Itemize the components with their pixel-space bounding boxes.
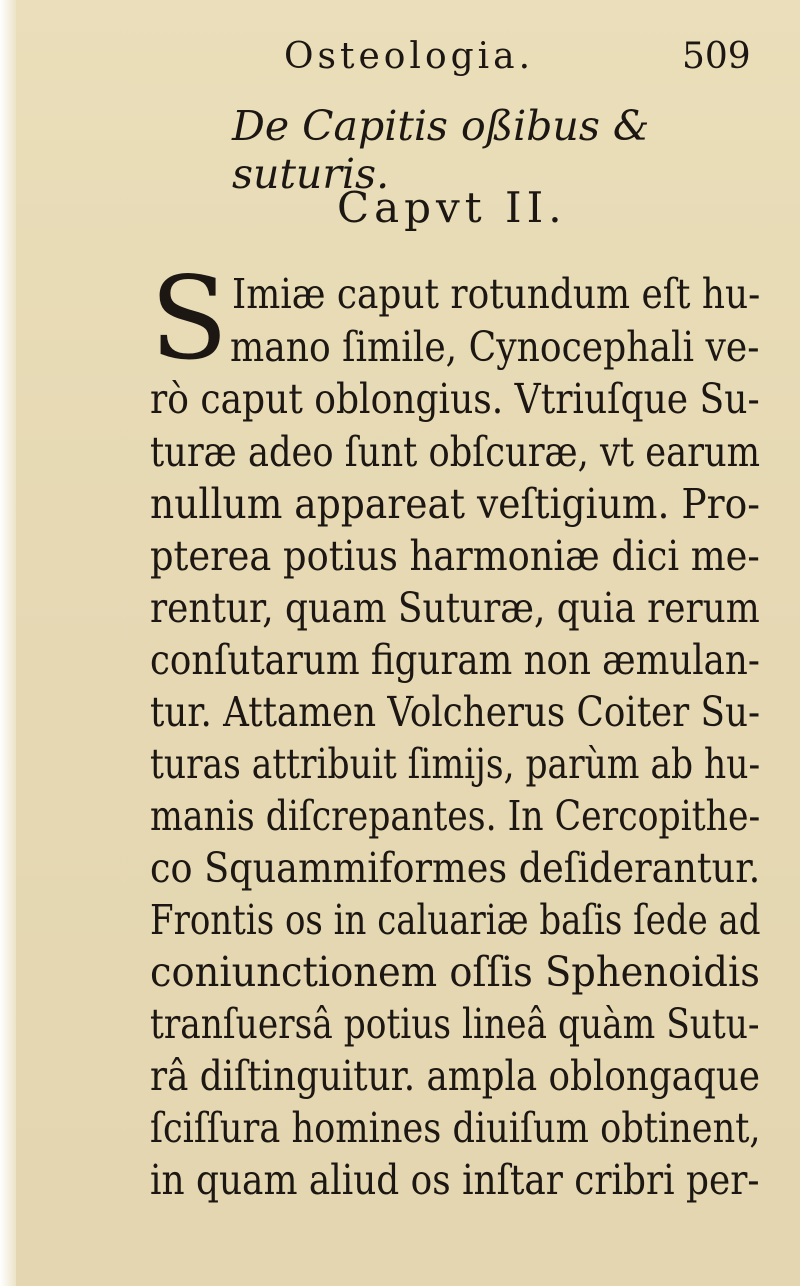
text-line: pterea potius harmoniæ dici me- [150, 532, 760, 580]
text-line: rentur, quam Suturæ, quia rerum [150, 584, 760, 632]
drop-cap: S [150, 252, 229, 385]
text-line: rò caput oblongius. Vtriuſque Su- [150, 375, 760, 423]
page-edge [0, 0, 16, 1286]
page-number: 509 [682, 36, 751, 77]
text-line: turæ adeo ſunt obſcuræ, vt earum [150, 428, 761, 476]
text-line: in quam aliud os inſtar cribri per- [150, 1156, 760, 1204]
text-line: Frontis os in caluariæ baſis ſede ad [150, 896, 761, 944]
text-line: mano ſimile, Cynocephali ve- [230, 323, 760, 371]
running-head: Osteologia. [284, 36, 535, 77]
text-line: tranſuersâ potius lineâ quàm Sutu- [150, 1000, 760, 1048]
text-line: Imiæ caput rotundum eſt hu- [232, 270, 761, 318]
text-line: tur. Attamen Volcherus Coiter Su- [150, 688, 761, 736]
text-line: manis diſcrepantes. In Cercopithe- [150, 792, 761, 840]
section-title: De Capitis oßibus & suturis. [232, 102, 650, 198]
text-line: ſciſſura homines diuiſum obtinent, [150, 1104, 761, 1152]
text-line: coniunctionem oſſis Sphenoidis [150, 948, 760, 996]
text-line: co Squammiformes deſiderantur. [150, 844, 761, 892]
text-line: turas attribuit ſimijs, parùm ab hu- [150, 740, 761, 788]
text-line: râ diſtinguitur. ampla oblongaque [150, 1052, 760, 1100]
text-line: conſutarum figuram non æmulan- [150, 636, 760, 684]
text-line: nullum appareat veſtigium. Pro- [150, 480, 760, 528]
chapter-heading: Capvt II. [337, 183, 567, 232]
